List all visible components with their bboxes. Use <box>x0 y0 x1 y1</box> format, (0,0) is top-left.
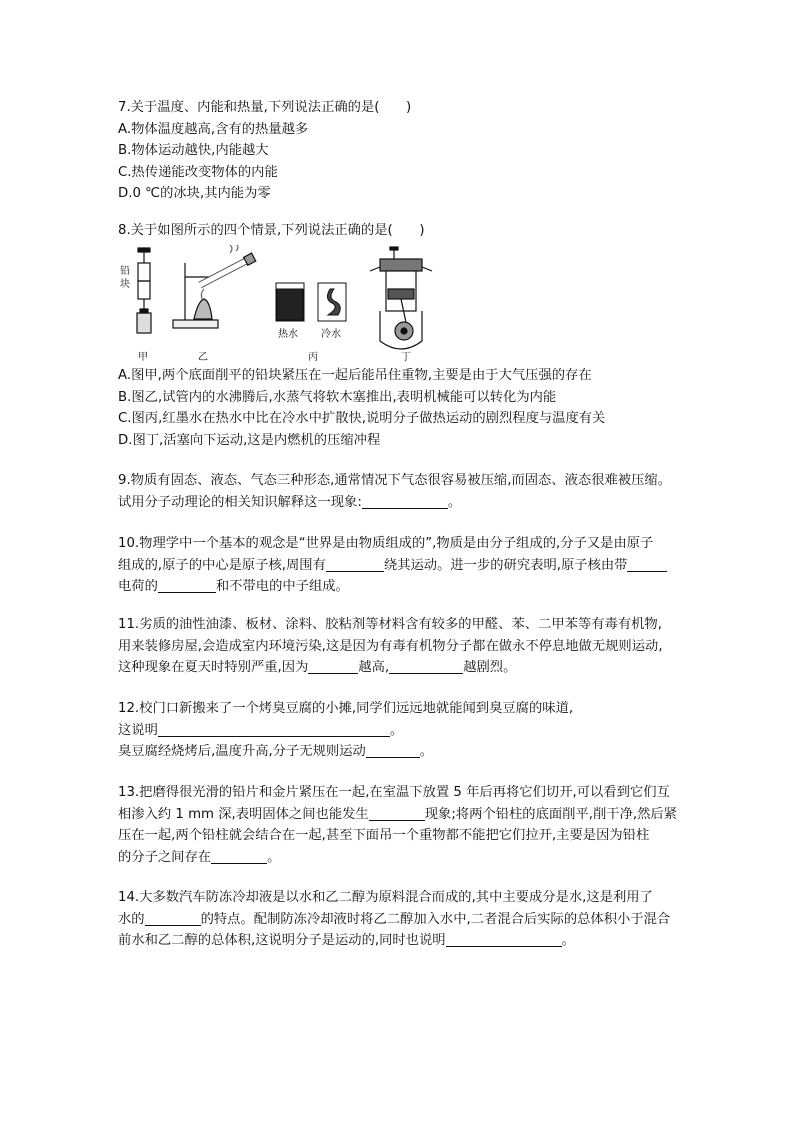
lead-label-line-2: 块 <box>120 279 130 290</box>
q11-text-a: 这种现象在夏天时特别严重,因为 <box>118 660 309 675</box>
question-14 <box>118 887 718 952</box>
q14-text-a: 水的 <box>118 911 145 927</box>
q9-line-2 <box>118 492 718 514</box>
q10-line-3 <box>118 576 718 598</box>
cold-water-label: 冷水 <box>321 329 341 340</box>
question-8 <box>118 220 718 242</box>
q13-line-1: 13.把磨得很光滑的铅片和金片紧压在一起,在室温下放置 5 年后再将它们切开,可以看到它们互 <box>118 785 670 800</box>
question-10 <box>118 533 718 598</box>
q8-figure-drawing <box>118 245 438 365</box>
q12-period-2: 。 <box>419 744 434 759</box>
q11-line-2: 用来装修房屋,会造成室内环境污染,这是因为有毒有机物分子都在做永不停息地做无规则运动, <box>118 638 663 654</box>
q14-line-3 <box>118 930 718 952</box>
q13-period: 。 <box>267 849 281 865</box>
q12-blank-2[interactable] <box>366 742 420 758</box>
q13-line-4 <box>118 847 718 869</box>
test-tube-figure <box>173 245 256 328</box>
caption-yi: 乙 <box>198 352 208 363</box>
q12-period-1: 。 <box>389 722 404 738</box>
q8-option-a: A.图甲,两个底面削平的铅块紧压在一起后能吊住重物,主要是由于大气压强的存在 <box>118 368 592 383</box>
q9-period: 。 <box>447 494 462 510</box>
lead-block-label <box>120 265 130 291</box>
q10-text-c: 电荷的 <box>118 579 158 594</box>
lead-label-line-1: 铅 <box>120 266 130 277</box>
q13-line-3: 压在一起,两个铅柱就会结合在一起,甚至下面吊一个重物都不能把它们拉开,主要是因为铅柱 <box>118 828 650 843</box>
q13-text-a: 相渗入约 1 mm 深,表明固体之间也能发生 <box>118 806 369 822</box>
q14-line-2 <box>118 909 718 931</box>
q12-text-a: 这说明 <box>118 722 158 738</box>
q11-text-b: 越高, <box>358 660 390 675</box>
q10-text-a: 组成的,原子的中心是原子核,周围有 <box>118 557 326 573</box>
q12-line-2 <box>118 720 718 742</box>
q10-line-2 <box>118 555 718 577</box>
q11-line-3 <box>118 657 718 679</box>
q10-blank-2[interactable] <box>627 556 667 572</box>
caption-jia: 甲 <box>138 352 148 363</box>
beakers-figure <box>276 283 346 321</box>
question-11 <box>118 614 718 679</box>
q8-stem: 8.关于如图所示的四个情景,下列说法正确的是( ) <box>118 223 425 238</box>
q14-line-1: 14.大多数汽车防冻冷却液是以水和乙二醇为原料混合而成的,其中主要成分是水,这是利用了 <box>118 890 653 905</box>
q14-text-c: 前水和乙二醇的总体积,这说明分子是运动的,同时也说明 <box>118 933 446 948</box>
q8-option-b: B.图乙,试管内的水沸腾后,水蒸气将软木塞推出,表明机械能可以转化为内能 <box>118 389 557 405</box>
q14-blank-2[interactable] <box>446 931 562 947</box>
q7-stem: 7.关于温度、内能和热量,下列说法正确的是( ) <box>118 100 412 115</box>
lead-blocks-figure <box>137 248 151 333</box>
question-9 <box>118 470 718 513</box>
q13-text-c: 的分子之间存在 <box>118 849 212 865</box>
q9-line-1: 9.物质有固态、液态、气态三种形态,通常情况下气态很容易被压缩,而固态、液态很难被压缩。 <box>118 473 672 488</box>
q10-blank-3[interactable] <box>158 577 216 593</box>
q8-option-c: C.图丙,红墨水在热水中比在冷水中扩散快,说明分子做热运动的剧烈程度与温度有关 <box>118 411 606 426</box>
q8-figures <box>118 245 438 365</box>
q14-blank-1[interactable] <box>145 910 201 926</box>
q12-text-b: 臭豆腐经烧烤后,温度升高,分子无规则运动 <box>118 744 366 759</box>
hot-water-label: 热水 <box>278 329 298 340</box>
question-8-options <box>118 365 718 451</box>
q13-blank-2[interactable] <box>211 848 267 864</box>
q13-blank-1[interactable] <box>369 805 425 821</box>
q10-blank-1[interactable] <box>326 556 384 572</box>
question-12 <box>118 698 718 763</box>
q14-period: 。 <box>561 933 575 948</box>
q11-blank-2[interactable] <box>389 658 463 674</box>
q12-line-1: 12.校门口新搬来了一个烤臭豆腐的小摊,同学们远远地就能闻到臭豆腐的味道, <box>118 701 574 716</box>
question-7 <box>118 97 718 205</box>
q13-line-2 <box>118 804 718 826</box>
q13-text-b: 现象;将两个铅柱的底面削平,削干净,然后紧 <box>424 806 678 822</box>
q11-line-1: 11.劣质的油性油漆、板材、涂料、胶粘剂等材料含有较多的甲醛、苯、二甲苯等有毒有机物, <box>118 617 662 632</box>
q10-line-1: 10.物理学中一个基本的观念是“世界是由物质组成的”,物质是由分子组成的,分子又是由原子 <box>118 536 654 551</box>
q14-text-b: 的特点。配制防冻冷却液时将乙二醇加入水中,二者混合后实际的总体积小于混合 <box>200 911 671 927</box>
q7-option-b: B.物体运动越快,内能越大 <box>118 143 269 158</box>
caption-bing: 丙 <box>308 352 318 363</box>
q12-blank-1[interactable] <box>158 721 390 737</box>
question-13 <box>118 782 718 868</box>
q11-text-c: 越剧烈。 <box>463 660 517 675</box>
q12-line-3 <box>118 741 718 763</box>
q8-option-d: D.图丁,活塞向下运动,这是内燃机的压缩冲程 <box>118 432 381 448</box>
q9-text: 试用分子动理论的相关知识解释这一现象: <box>118 494 362 510</box>
q10-text-d: 和不带电的中子组成。 <box>215 579 349 594</box>
q10-text-b: 绕其运动。进一步的研究表明,原子核由带 <box>383 557 628 573</box>
caption-ding: 丁 <box>401 352 411 363</box>
q7-option-c: C.热传递能改变物体的内能 <box>118 164 278 180</box>
q11-blank-1[interactable] <box>308 658 358 674</box>
q7-option-a: A.物体温度越高,含有的热量越多 <box>118 121 309 137</box>
q9-answer-blank[interactable] <box>362 493 448 509</box>
engine-figure <box>370 247 432 349</box>
q7-option-d: D.0 ℃的冰块,其内能为零 <box>118 186 271 201</box>
